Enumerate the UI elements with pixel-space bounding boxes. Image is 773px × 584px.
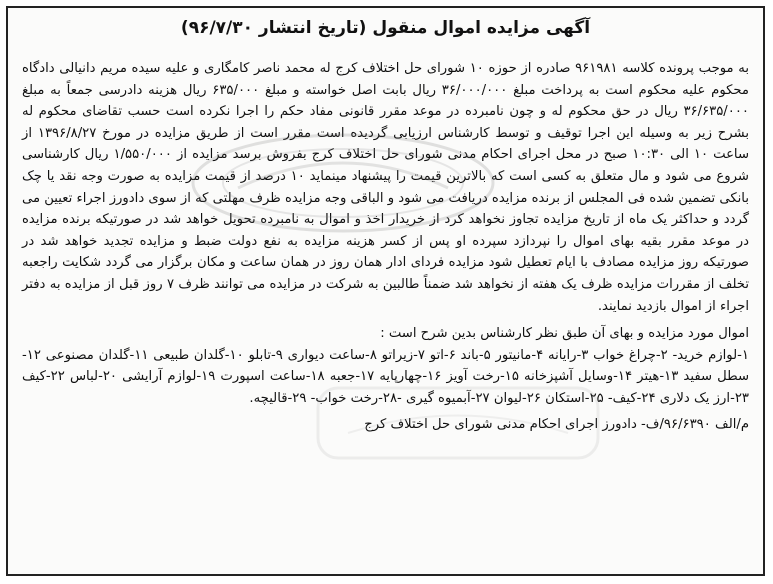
items-intro: اموال مورد مزایده و بهای آن طبق نظر کارشناس بدین شرح است : bbox=[380, 326, 749, 342]
notice-body: به موجب پرونده کلاسه ۹۶۱۹۸۱ صادره از حوزه ۱۰ شورای حل اختلاف کرج له محمد ناصر کامگاری و علیه سیده مریم دانیالی دادگاه محکوم علیه محکوم است به پرداخت مبلغ ۳۶/۰۰۰/۰۰۰ ریال بابت اصل خواسته و مبلغ ۶۳۵/۰۰۰ ریال هزینه دادرسی جمعاً به مبلغ ۳۶/۶۳۵/۰۰۰ ریال در حق محکوم له و چون نامبرده در موعد مقرر قانونی مفاد حکم را اجرا نکرده است حسب تقاضای محکوم له بشرح زیر به وسیله این اجرا توقیف و توسط کارشناس ارزیابی گردیده است مقرر است از طریق مزایده در مورخ ۱۳۹۶/۸/۲۷ از ساعت ۱۰ الی ۱۰:۳۰ صبح در محل اجرای احکام مدنی شورای حل اختلاف کرج بفروش برسد مزایده از ۱/۵۵۰/۰۰۰ ریال کارشناسی شروع می شود و مال متعلق به کسی است که بالاترین قیمت را پیشنهاد مینماید ۱۰ درصد از قیمت مزایده به صورت وجه نقد یا چک بانکی تضمین شده فی المجلس از برنده مزایده دریافت می شود و الباقی وجه مزایده ظرف مهلتی که از سوی دادورز اجراء تعیین می گردد و حداکثر یک ماه از تاریخ مزایده تجاوز نخواهد کرد از خریدار اخذ و اموال به نامبرده تحویل خواهد شد در صورتیکه برنده مزایده در موعد مقرر بقیه بهای اموال را نپردازد سپرده او پس از کسر هزینه مزایده به نفع دولت ضبط و مزایده تجدید خواهد شد در صورتیکه روز مزایده مصادف با ایام تعطیل شود مزایده فردای ادار همان روز در همان ساعت و مکان برگزار می گردد شکایت راجعبه تخلف از مقررات مزایده ظرف یک هفته از نخواهد شد ضمناً طالبین به شرکت در مزایده می توانند ظرف ۷ روز قبل از مزایده به دفتر اجراء از اموال بازدید نمایند. bbox=[22, 61, 750, 314]
notice-footer: م/الف ۹۶/۶۳۹۰/ف- دادورز اجرای احکام مدنی شورای حل اختلاف کرج bbox=[364, 416, 749, 432]
notice-title: آگهی مزایده اموال منقول (تاریخ انتشار ۹۶/۷/۳۰) bbox=[180, 18, 591, 38]
auction-notice bbox=[6, 6, 765, 576]
items-list: ۱-لوازم خرید- ۲-چراغ خواب ۳-رایانه ۴-مانیتور ۵-باند ۶-اتو ۷-زیراتو ۸-ساعت دیواری ۹-تابلو ۱۰-گلدان طبیعی ۱۱-گلدان مصنوعی ۱۲-سطل سفید ۱۳-هیتر ۱۴-وسایل آشپزخانه ۱۵-رخت آویز ۱۶-چهارپایه ۱۷-جعبه ۱۸-ساعت اسپورت ۱۹-لوازم آرایشی ۲۰-لباس ۲۲-کیف ۲۳-ارز یک دلاری ۲۴-کیف- ۲۵-استکان ۲۶-لیوان ۲۷-آبمیوه گیری -۲۸-رخت خواب- ۲۹-قالیچه. bbox=[22, 347, 750, 406]
